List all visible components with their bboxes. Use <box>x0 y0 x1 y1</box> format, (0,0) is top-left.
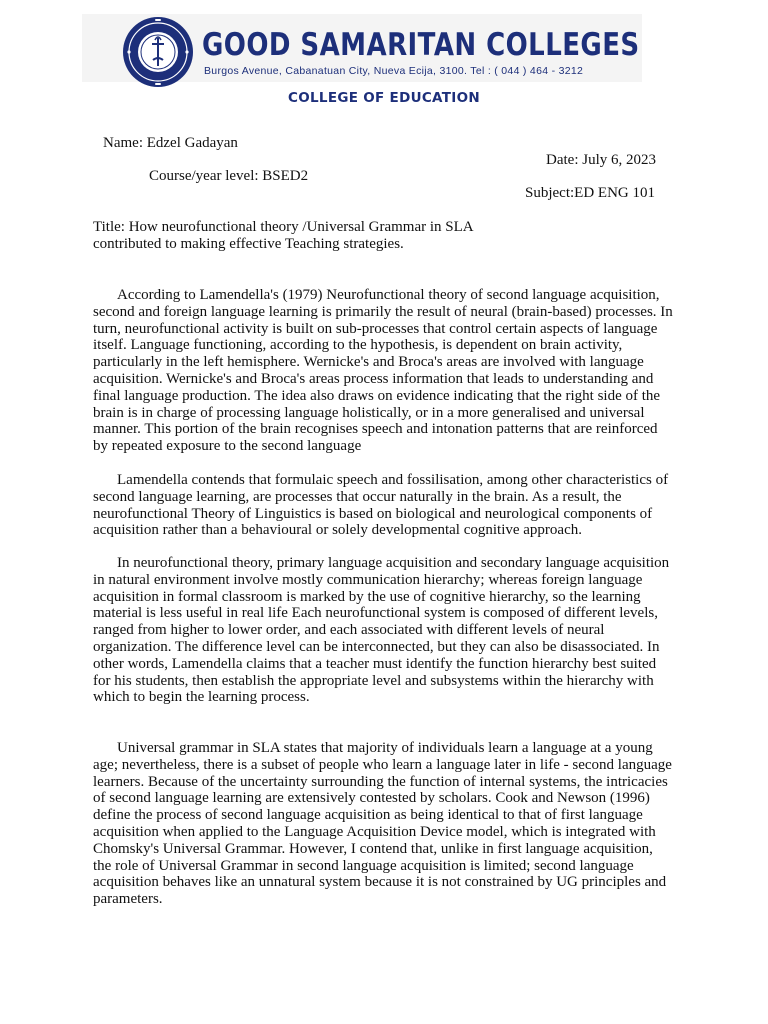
essay-title: Title: How neurofunctional theory /Universal Grammar in SLA contributed to making effective Teaching strategies. <box>93 219 473 252</box>
paragraph-1: According to Lamendella's (1979) Neurofunctional theory of second language acquisition, second and foreign language learning is primarily the result of neural (brain-based) processes. In turn, neurofunctional activity is built on sub-processes that control certain aspects of language itself. Language functioning, according to the hypothesis, is dependent on brain activity, particularly in the left hemisphere. Wernicke's and Broca's areas are involved with language acquisition. Wernicke's and Broca's areas process information that leads to understanding and final language production. The idea also draws on evidence indicating that the right side of the brain is in charge of processing language holistically, or in a more generalised and universal manner. This portion of the brain recognises speech and intonation patterns that are reinforced by repeated exposure to the second language <box>93 287 673 455</box>
date-field: Date: July 6, 2023 <box>546 152 656 168</box>
department-heading: COLLEGE OF EDUCATION <box>288 90 480 106</box>
college-seal-icon <box>122 16 194 88</box>
letterhead <box>82 14 642 82</box>
college-name: GOOD SAMARITAN COLLEGES <box>202 27 640 63</box>
paragraph-3: In neurofunctional theory, primary language acquisition and secondary language acquisition in natural environment involve mostly communication hierarchy; whereas foreign language acquisition in formal classroom is marked by the use of cognitive hierarchy, so the learning material is less useful in real life Each neurofunctional system is composed of different levels, ranged from higher to lower order, and each associated with different levels of neural organization. The difference level can be interconnected, but they can also be disassociated. In other words, Lamendella claims that a teacher must identify the function hierarchy best suited for his students, then establish the appropriate level and subsystems within the hierarchy with which to begin the learning process. <box>93 555 670 706</box>
college-address: Burgos Avenue, Cabanatuan City, Nueva Ecija, 3100. Tel : ( 044 ) 464 - 3212 <box>204 65 584 77</box>
subject-field: Subject:ED ENG 101 <box>525 185 655 201</box>
course-year-level: Course/year level: BSED2 <box>149 168 309 184</box>
student-name: Name: Edzel Gadayan <box>103 135 238 151</box>
paragraph-4: Universal grammar in SLA states that majority of individuals learn a language at a young age; nevertheless, there is a subset of people who learn a language later in life - second language learners. Because of the uncertainty surrounding the function of internal systems, the intricacies of second language learning are extensively contested by scholars. Cook and Newson (1996) define the process of second language acquisition as being identical to that of first language acquisition when applied to the Language Acquisition Device model, which is integrated with Chomsky's Universal Grammar. However, I contend that, unlike in first language acquisition, the role of Universal Grammar in second language acquisition is limited; second language acquisition behaves like an unnatural system because it is not constrained by UG principles and parameters. <box>93 740 672 908</box>
paragraph-2: Lamendella contends that formulaic speech and fossilisation, among other characteristics of second language learning, are processes that occur naturally in the brain. As a result, the neurofunctional Theory of Linguistics is based on biological and neurological components of acquisition rather than a behavioural or solely developmental cognitive approach. <box>93 472 669 539</box>
